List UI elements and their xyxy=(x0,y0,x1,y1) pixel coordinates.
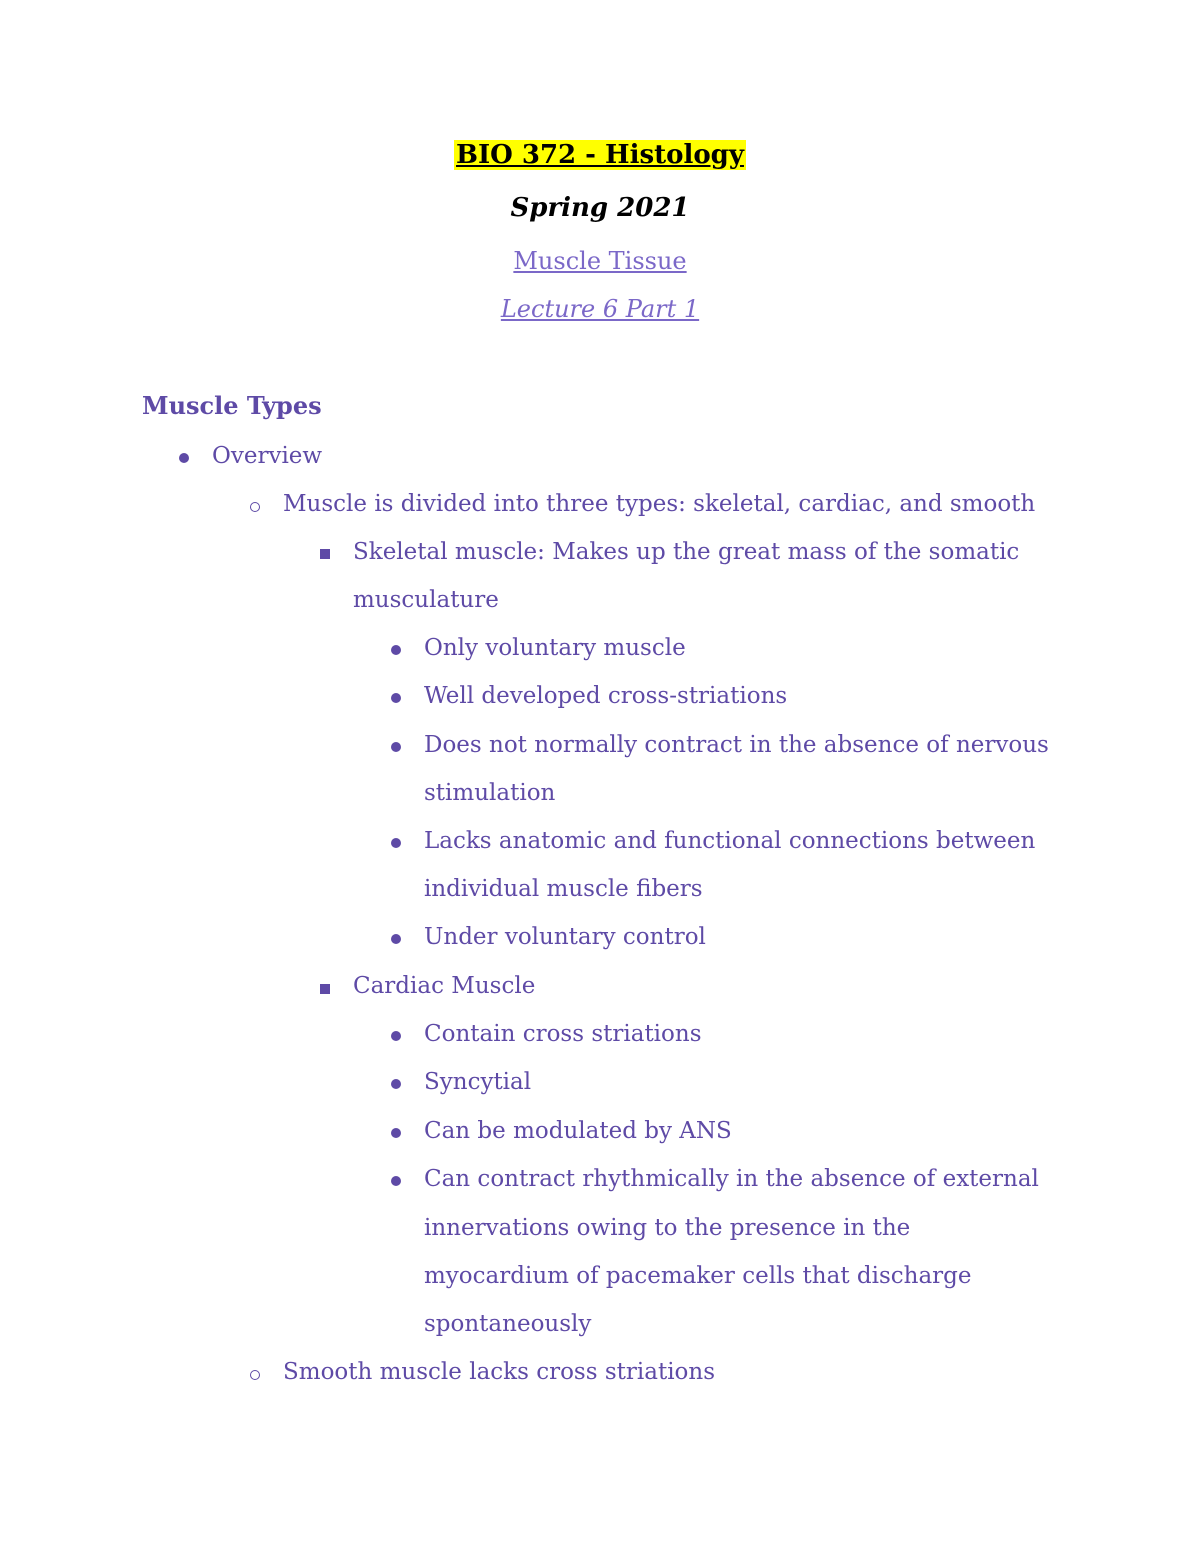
bullet-dot-icon xyxy=(391,1031,401,1041)
subject-heading: Muscle Tissue xyxy=(513,247,687,275)
bullet-ring-icon xyxy=(250,502,260,512)
list-item-ca4-cont3: spontaneously xyxy=(424,1311,592,1337)
bullet-dot-icon xyxy=(391,1128,401,1138)
list-item-sk5: Under voluntary control xyxy=(424,924,706,950)
list-item-overview: Overview xyxy=(212,443,323,469)
term-heading: Spring 2021 xyxy=(510,193,690,223)
bullet-square-icon xyxy=(320,549,330,559)
bullet-dot-icon xyxy=(391,934,401,944)
bullet-dot-icon xyxy=(179,453,189,463)
course-title xyxy=(0,140,1200,170)
bullet-dot-icon xyxy=(391,693,401,703)
list-item-ca2: Syncytial xyxy=(424,1069,532,1095)
list-item-skeletal-cont: musculature xyxy=(353,587,499,613)
bullet-square-icon xyxy=(320,984,330,994)
lecture-heading: Lecture 6 Part 1 xyxy=(500,295,700,323)
bullet-dot-icon xyxy=(391,1079,401,1089)
list-item-ca1: Contain cross striations xyxy=(424,1021,702,1047)
list-item-sk2: Well developed cross-striations xyxy=(424,683,788,709)
list-item-skeletal: Skeletal muscle: Makes up the great mass of the somatic xyxy=(353,539,1020,565)
list-item-ca4-cont1: innervations owing to the presence in the xyxy=(424,1215,911,1241)
list-item-ca4: Can contract rhythmically in the absence of external xyxy=(424,1166,1039,1192)
section-heading: Muscle Types xyxy=(142,391,322,420)
bullet-dot-icon xyxy=(391,645,401,655)
bullet-dot-icon xyxy=(391,838,401,848)
bullet-ring-icon xyxy=(250,1370,260,1380)
list-item-sk3-cont: stimulation xyxy=(424,780,556,806)
course-title-text: BIO 372 - Histology xyxy=(456,140,744,170)
list-item-types-intro: Muscle is divided into three types: skeletal, cardiac, and smooth xyxy=(283,491,1036,517)
list-item-sk1: Only voluntary muscle xyxy=(424,635,686,661)
bullet-dot-icon xyxy=(391,742,401,752)
list-item-sk4-cont: individual muscle fibers xyxy=(424,876,703,902)
list-item-ca4-cont2: myocardium of pacemaker cells that discharge xyxy=(424,1263,972,1289)
list-item-sk4: Lacks anatomic and functional connections between xyxy=(424,828,1036,854)
list-item-cardiac: Cardiac Muscle xyxy=(353,973,536,999)
list-item-sk3: Does not normally contract in the absence of nervous xyxy=(424,732,1049,758)
bullet-dot-icon xyxy=(391,1176,401,1186)
list-item-ca3: Can be modulated by ANS xyxy=(424,1118,732,1144)
list-item-smooth: Smooth muscle lacks cross striations xyxy=(283,1359,716,1385)
